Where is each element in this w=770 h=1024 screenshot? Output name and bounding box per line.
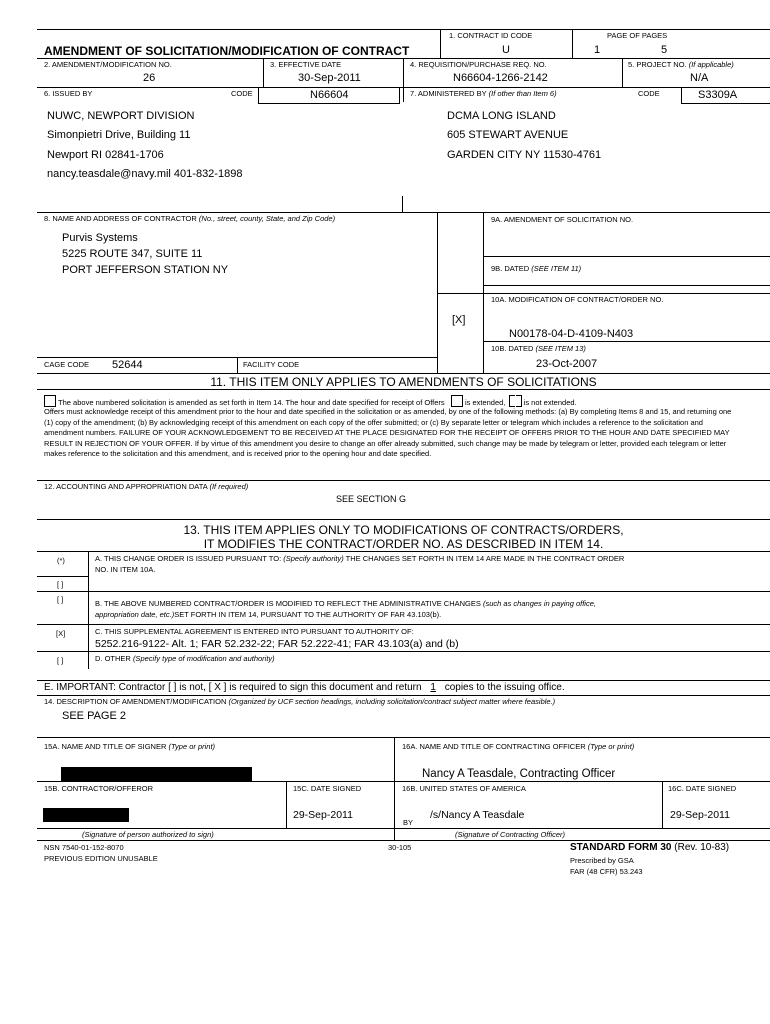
rule: [37, 373, 770, 374]
previous-edition-label: PREVIOUS EDITION UNUSABLE: [44, 854, 158, 863]
item-13b-note: (such as changes in paying office,: [483, 599, 596, 608]
checkbox-bracket: [50, 395, 56, 407]
item-10b-note: (SEE ITEM 13): [535, 344, 586, 353]
rule: [37, 480, 770, 481]
item-11-extended: is extended,: [464, 398, 506, 407]
admin-code-value: S3309A: [698, 89, 738, 101]
admin-code-label: CODE: [638, 89, 660, 98]
contract-id-label: 1. CONTRACT ID CODE: [449, 31, 533, 40]
item-9a-label: 9A. AMENDMENT OF SOLICITATION NO.: [491, 215, 634, 224]
contractor-label: 8. NAME AND ADDRESS OF CONTRACTOR: [44, 214, 197, 223]
rule: [37, 389, 770, 390]
divider: [402, 196, 403, 212]
item-13b-text: B. THE ABOVE NUMBERED CONTRACT/ORDER IS MODIFIED TO REFLECT THE ADMINISTRATIVE CHANGES: [95, 599, 481, 608]
redaction-bar: [61, 767, 252, 781]
item-14-label: 14. DESCRIPTION OF AMENDMENT/MODIFICATION: [44, 697, 227, 706]
item-13b-mark: [ ]: [57, 595, 64, 604]
checkbox-bracket: [509, 395, 515, 407]
item-13-heading-1: 13. THIS ITEM APPLIES ONLY TO MODIFICATIONS OF CONTRACTS/ORDERS,: [183, 523, 624, 537]
item-13c-authority: 5252.216-9122- Alt. 1; FAR 52.232-22; FAR 52.222-41; FAR 43.103(a) and (b): [95, 638, 459, 650]
item-13d-mark: [ ]: [57, 656, 64, 665]
cage-code-value: 52644: [112, 359, 143, 371]
admin-label-note: (If other than Item 6): [488, 89, 557, 98]
item-13b-note-2: appropriation date, etc.): [95, 610, 175, 619]
requisition-value: N66604-1266-2142: [453, 72, 548, 84]
item-11-line1: [44, 395, 577, 407]
item-11-heading: 11. THIS ITEM ONLY APPLIES TO AMENDMENTS OF SOLICITATIONS: [210, 375, 597, 389]
important-copies: 1: [430, 682, 436, 693]
prescribed-label: Prescribed by GSA: [570, 856, 634, 865]
standard-form-rev: (Rev. 10-83): [674, 842, 730, 853]
admin-label: 7. ADMINISTERED BY: [410, 89, 487, 98]
divider: [403, 87, 404, 102]
important-text-c: copies to the issuing office.: [444, 682, 565, 693]
rule: [483, 256, 770, 257]
issued-by-label: 6. ISSUED BY: [44, 89, 93, 98]
item-11-not-extended: is not extended.: [523, 398, 577, 407]
far-label: FAR (48 CFR) 53.243: [570, 867, 643, 876]
date-16c-value: 29-Sep-2011: [670, 809, 730, 821]
admin-line: DCMA LONG ISLAND: [447, 110, 556, 122]
contract-id-value: U: [502, 44, 510, 56]
contractor-line: PORT JEFFERSON STATION NY: [62, 264, 229, 276]
date-15c-value: 29-Sep-2011: [293, 809, 353, 821]
item-10a-label: 10A. MODIFICATION OF CONTRACT/ORDER NO.: [491, 295, 664, 304]
item-10b-value: 23-Oct-2007: [536, 358, 598, 370]
issued-code-value: N66604: [310, 89, 349, 101]
project-label-note: (If applicable): [688, 60, 734, 69]
item-14-note: (Organized by UCF section headings, including solicitation/contract subject matter where feasible.): [228, 697, 556, 706]
item-13-heading-2: IT MODIFIES THE CONTRACT/ORDER NO. AS DESCRIBED IN ITEM 14.: [203, 537, 604, 551]
item-10b-label: 10B. DATED: [491, 344, 534, 353]
item-13c-mark: [X]: [56, 629, 66, 638]
checkbox-bracket: [44, 395, 50, 407]
divider: [263, 58, 264, 88]
item-16a-label: 16A. NAME AND TITLE OF CONTRACTING OFFICER: [402, 742, 586, 751]
pages-value: 5: [661, 44, 668, 56]
rule: [37, 680, 770, 681]
issued-line: Simonpietri Drive, Building 11: [47, 129, 191, 142]
contractor-line: Purvis Systems: [62, 232, 138, 244]
admin-line: 605 STEWART AVENUE: [447, 129, 569, 142]
signed-16b-value: /s/Nancy A Teasdale: [430, 809, 525, 821]
effective-date-value: 30-Sep-2011: [298, 72, 361, 84]
item-13a-mark: (*): [57, 556, 65, 565]
form-code: 30-105: [388, 843, 412, 852]
divider: [394, 737, 395, 841]
rule: [37, 737, 770, 738]
rule: [37, 828, 770, 829]
admin-line: GARDEN CITY NY 11530-4761: [447, 148, 602, 161]
item-13a-text-end: THE CHANGES SET FORTH IN ITEM 14 ARE MADE IN THE CONTRACT ORDER: [345, 554, 625, 563]
divider: [622, 58, 623, 88]
contractor-label-note: (No., street, county, State, and Zip Code): [198, 214, 336, 223]
rule: [37, 695, 770, 696]
checkbox-bracket: [457, 395, 463, 407]
rule: [37, 591, 770, 592]
divider: [286, 781, 287, 829]
item-11-body: Offers must acknowledge receipt of this amendment prior to the hour and date specified in the solicitation or as amended, by one of the following methods: (a) By completing Items 8 and 15, and returning one (1) copy of the amendment; (b) By acknowledging receipt of this amendment on each copy of the offer submitted; or (c) By separate letter or telegram which includes a reference to the solicitation and amendment numbers. FAILURE OF YOUR ACKNOWLEDGEMENT TO BE RECEIVED AT THE PLACE DESIGNATED FOR THE RECEIPT OF OFFERS PRIOR TO THE HOUR AND DATE SPECIFIED MAY RESULT IN REJECTION OF YOUR OFFER. If by virtue of this amendment you desire to change an offer already submitted, such change may be made by telegram or letter, provided each telegram or letter makes reference to the solicitation and this amendment, and is received prior to the opening hour and date specified.: [44, 407, 732, 459]
rule: [37, 576, 88, 577]
important-text-a: E. IMPORTANT: Contractor: [44, 682, 166, 693]
checkbox-bracket: [516, 395, 522, 407]
officer-name: Nancy A Teasdale, Contracting Officer: [422, 768, 616, 780]
rule: [37, 651, 770, 652]
form-title: AMENDMENT OF SOLICITATION/MODIFICATION OF CONTRACT: [44, 44, 410, 58]
divider: [237, 357, 238, 373]
issued-line: nancy.teasdale@navy.mil 401-832-1898: [47, 167, 243, 180]
sig-note-right: (Signature of Contracting Officer): [455, 830, 566, 839]
redaction-bar: [43, 808, 129, 822]
issued-address: [47, 107, 242, 184]
item-16a-note: (Type or print): [587, 742, 635, 751]
item-13a-text-2: NO. IN ITEM 10A.: [95, 565, 156, 574]
item-15b-label: 15B. CONTRACTOR/OFFEROR: [44, 784, 154, 793]
admin-address: [447, 107, 601, 165]
item-13d-note: (Specify type of modification and authority): [132, 654, 275, 663]
item-14-value: SEE PAGE 2: [62, 710, 126, 722]
item-10a-value: N00178-04-D-4109-N403: [509, 328, 634, 340]
item-13b-text-2: SET FORTH IN ITEM 14, PURSUANT TO THE AUTHORITY OF FAR 43.103(b).: [174, 610, 442, 619]
item-16b-label: 16B. UNITED STATES OF AMERICA: [402, 784, 526, 793]
important-line: [44, 682, 565, 693]
sig-note-left: (Signature of person authorized to sign): [82, 830, 214, 839]
checkbox-bracket: [451, 395, 457, 407]
project-label: 5. PROJECT NO.: [628, 60, 687, 69]
divider: [572, 29, 573, 59]
effective-date-label: 3. EFFECTIVE DATE: [270, 60, 342, 69]
rule: [37, 840, 770, 841]
rule: [483, 285, 770, 286]
cage-code-label: CAGE CODE: [44, 360, 90, 369]
amendment-label: 2. AMENDMENT/MODIFICATION NO.: [44, 60, 172, 69]
standard-form-line: [570, 842, 729, 853]
issued-line: NUWC, NEWPORT DIVISION: [47, 110, 195, 122]
page-value: 1: [594, 44, 601, 56]
nsn-label: NSN 7540-01-152-8070: [44, 843, 124, 852]
rule: [37, 519, 770, 520]
item-13a-note: (Specify authority): [283, 554, 344, 563]
amendment-value: 26: [143, 72, 156, 84]
item-15c-label: 15C. DATE SIGNED: [293, 784, 362, 793]
issued-code-label: CODE: [231, 89, 253, 98]
top-rule: [37, 29, 770, 30]
rule: [37, 212, 770, 213]
item-16c-label: 16C. DATE SIGNED: [668, 784, 737, 793]
item-10a-mark: [X]: [452, 314, 466, 326]
rule: [437, 293, 770, 294]
issued-line: Newport RI 02841-1706: [47, 148, 164, 161]
rule: [483, 341, 770, 342]
divider: [403, 58, 404, 88]
facility-code-label: FACILITY CODE: [243, 360, 300, 369]
item-15a-note: (Type or print): [168, 742, 216, 751]
item-15a-label: 15A. NAME AND TITLE OF SIGNER: [44, 742, 167, 751]
divider: [440, 29, 441, 59]
contractor-address: [62, 230, 228, 278]
rule: [37, 624, 770, 625]
rule: [37, 781, 770, 782]
requisition-label: 4. REQUISITION/PURCHASE REQ. NO.: [410, 60, 547, 69]
item-13d-text: D. OTHER: [95, 654, 131, 663]
important-text-b: [ ] is not, [ X ] is required to sign this document and return: [168, 682, 422, 693]
project-value: N/A: [690, 72, 709, 84]
by-label: BY: [403, 818, 414, 827]
item-12-label: 12. ACCOUNTING AND APPROPRIATION DATA: [44, 482, 208, 491]
page-of-pages-label: PAGE OF PAGES: [607, 31, 668, 40]
divider: [662, 781, 663, 829]
item-13-blank-mark: [ ]: [57, 580, 64, 589]
item-9b-label: 9B. DATED: [491, 264, 530, 273]
item-12-note: (If required): [209, 482, 249, 491]
item-9b-note: (SEE ITEM 11): [531, 264, 582, 273]
item-11-text: The above numbered solicitation is amended as set forth in Item 14. The hour and date specified for receipt of Offers: [58, 398, 445, 407]
rule: [37, 551, 770, 552]
contractor-line: 5225 ROUTE 347, SUITE 11: [62, 248, 203, 260]
item-13c-text: C. THIS SUPPLEMENTAL AGREEMENT IS ENTERED INTO PURSUANT TO AUTHORITY OF:: [95, 627, 414, 636]
standard-form-label: STANDARD FORM 30: [570, 842, 672, 853]
item-12-value: SEE SECTION G: [336, 494, 407, 504]
item-13a-text: A. THIS CHANGE ORDER IS ISSUED PURSUANT TO:: [95, 554, 282, 563]
